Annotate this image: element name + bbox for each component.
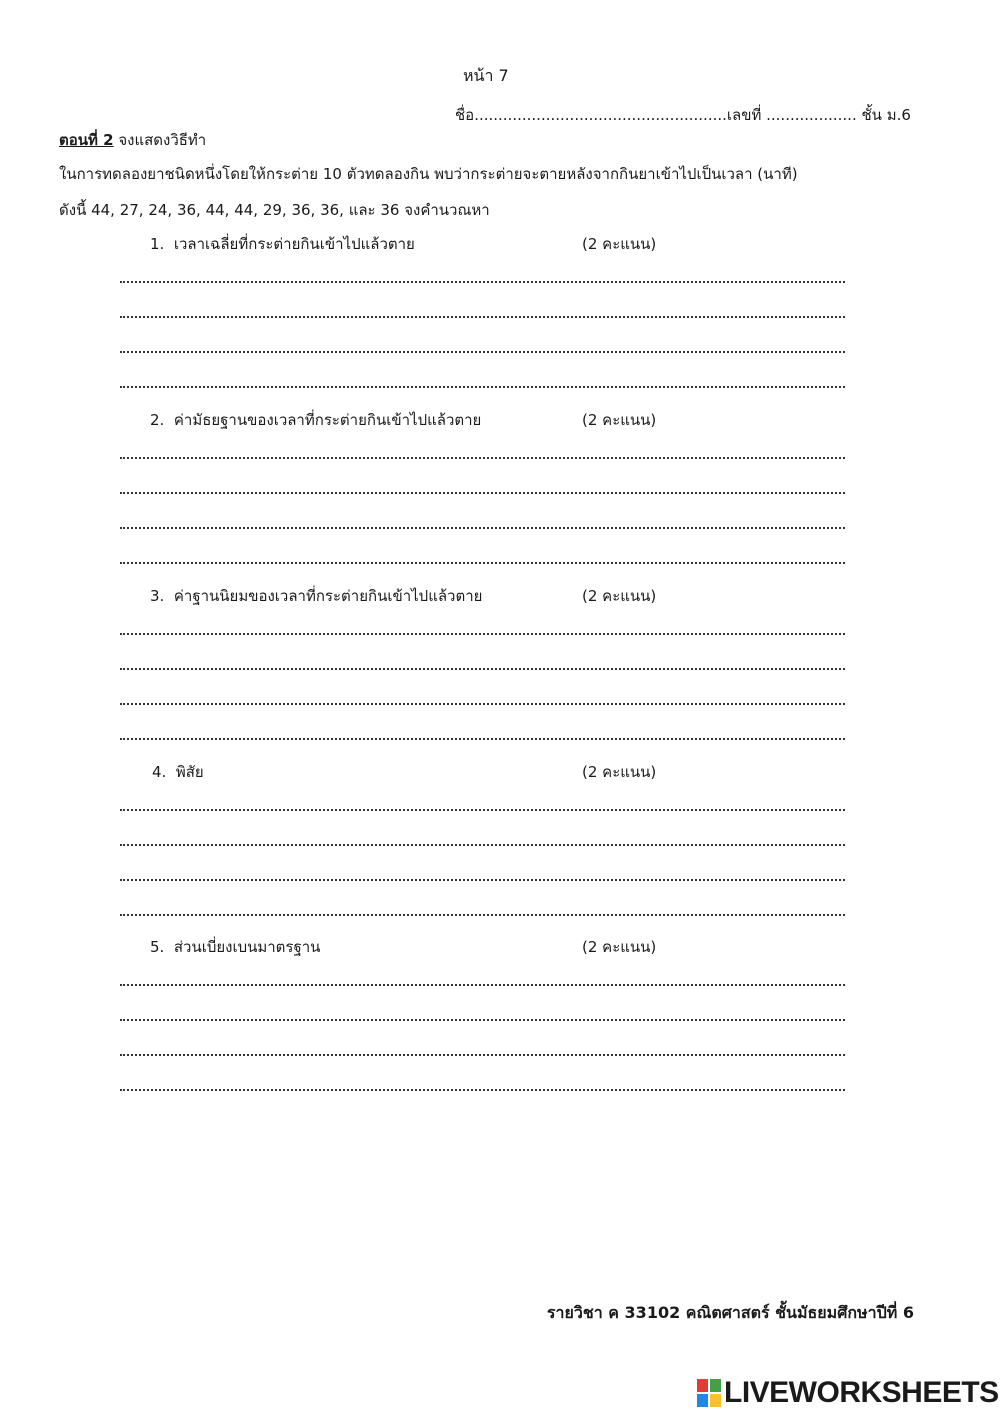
answer-line[interactable] [120,492,845,494]
question-text: เวลาเฉลี่ยที่กระต่ายกินเข้าไปแล้วตาย [173,235,415,253]
question-text: พิสัย [175,763,204,781]
answer-line[interactable] [120,1089,845,1091]
question-5 [150,935,320,959]
answer-line[interactable] [120,281,845,283]
answer-line[interactable] [120,316,845,318]
problem-statement-line-1: ในการทดลองยาชนิดหนึ่งโดยให้กระต่าย 10 ตัวทดลองกิน พบว่ากระต่ายจะตายหลังจากกินยาเข้าไปเป็นเวลา (นาที) [59,165,798,183]
question-3-score: (2 คะแนน) [582,587,657,605]
question-2 [150,408,481,432]
question-number: 5. [150,938,165,956]
answer-line[interactable] [120,879,845,881]
question-3 [150,584,482,608]
question-5-score: (2 คะแนน) [582,938,657,956]
question-text: ค่ามัธยฐานของเวลาที่กระต่ายกินเข้าไปแล้วตาย [173,411,482,429]
question-number: 2. [150,411,165,429]
answer-line[interactable] [120,1054,845,1056]
question-text: ส่วนเบี่ยงเบนมาตรฐาน [173,938,321,956]
answer-line[interactable] [120,1019,845,1021]
question-2-score: (2 คะแนน) [582,411,657,429]
question-1 [150,232,415,256]
question-number: 1. [150,235,165,253]
answer-line[interactable] [120,562,845,564]
brand-name: LIVEWORKSHEETS [724,1376,999,1409]
answer-line[interactable] [120,633,845,635]
question-number: 4. [152,763,167,781]
answer-line[interactable] [120,386,845,388]
section-heading [59,128,206,152]
question-1-score: (2 คะแนน) [582,235,657,253]
problem-statement-line-2: ดังนี้ 44, 27, 24, 36, 44, 44, 29, 36, 36, และ 36 จงคำนวณหา [59,201,490,219]
question-text: ค่าฐานนิยมของเวลาที่กระต่ายกินเข้าไปแล้วตาย [173,587,483,605]
answer-line[interactable] [120,457,845,459]
course-footer: รายวิชา ค 33102 คณิตศาสตร์ ชั้นมัธยมศึกษาปีที่ 6 [546,1303,914,1322]
question-4 [152,760,204,784]
student-info-line: ชื่อ.....................................................เลขที่ ................... ชั้น ม.6 [455,106,911,124]
liveworksheets-logo-icon [697,1379,721,1407]
answer-line[interactable] [120,527,845,529]
answer-line[interactable] [120,351,845,353]
answer-line[interactable] [120,914,845,916]
section-instruction: จงแสดงวิธีทำ [113,131,207,149]
answer-line[interactable] [120,984,845,986]
section-label: ตอนที่ 2 [59,131,114,149]
answer-line[interactable] [120,738,845,740]
liveworksheets-brand [697,1376,999,1410]
answer-line[interactable] [120,809,845,811]
page-number: หน้า 7 [463,66,509,85]
answer-line[interactable] [120,668,845,670]
answer-line[interactable] [120,844,845,846]
question-number: 3. [150,587,165,605]
question-4-score: (2 คะแนน) [582,763,657,781]
answer-line[interactable] [120,703,845,705]
